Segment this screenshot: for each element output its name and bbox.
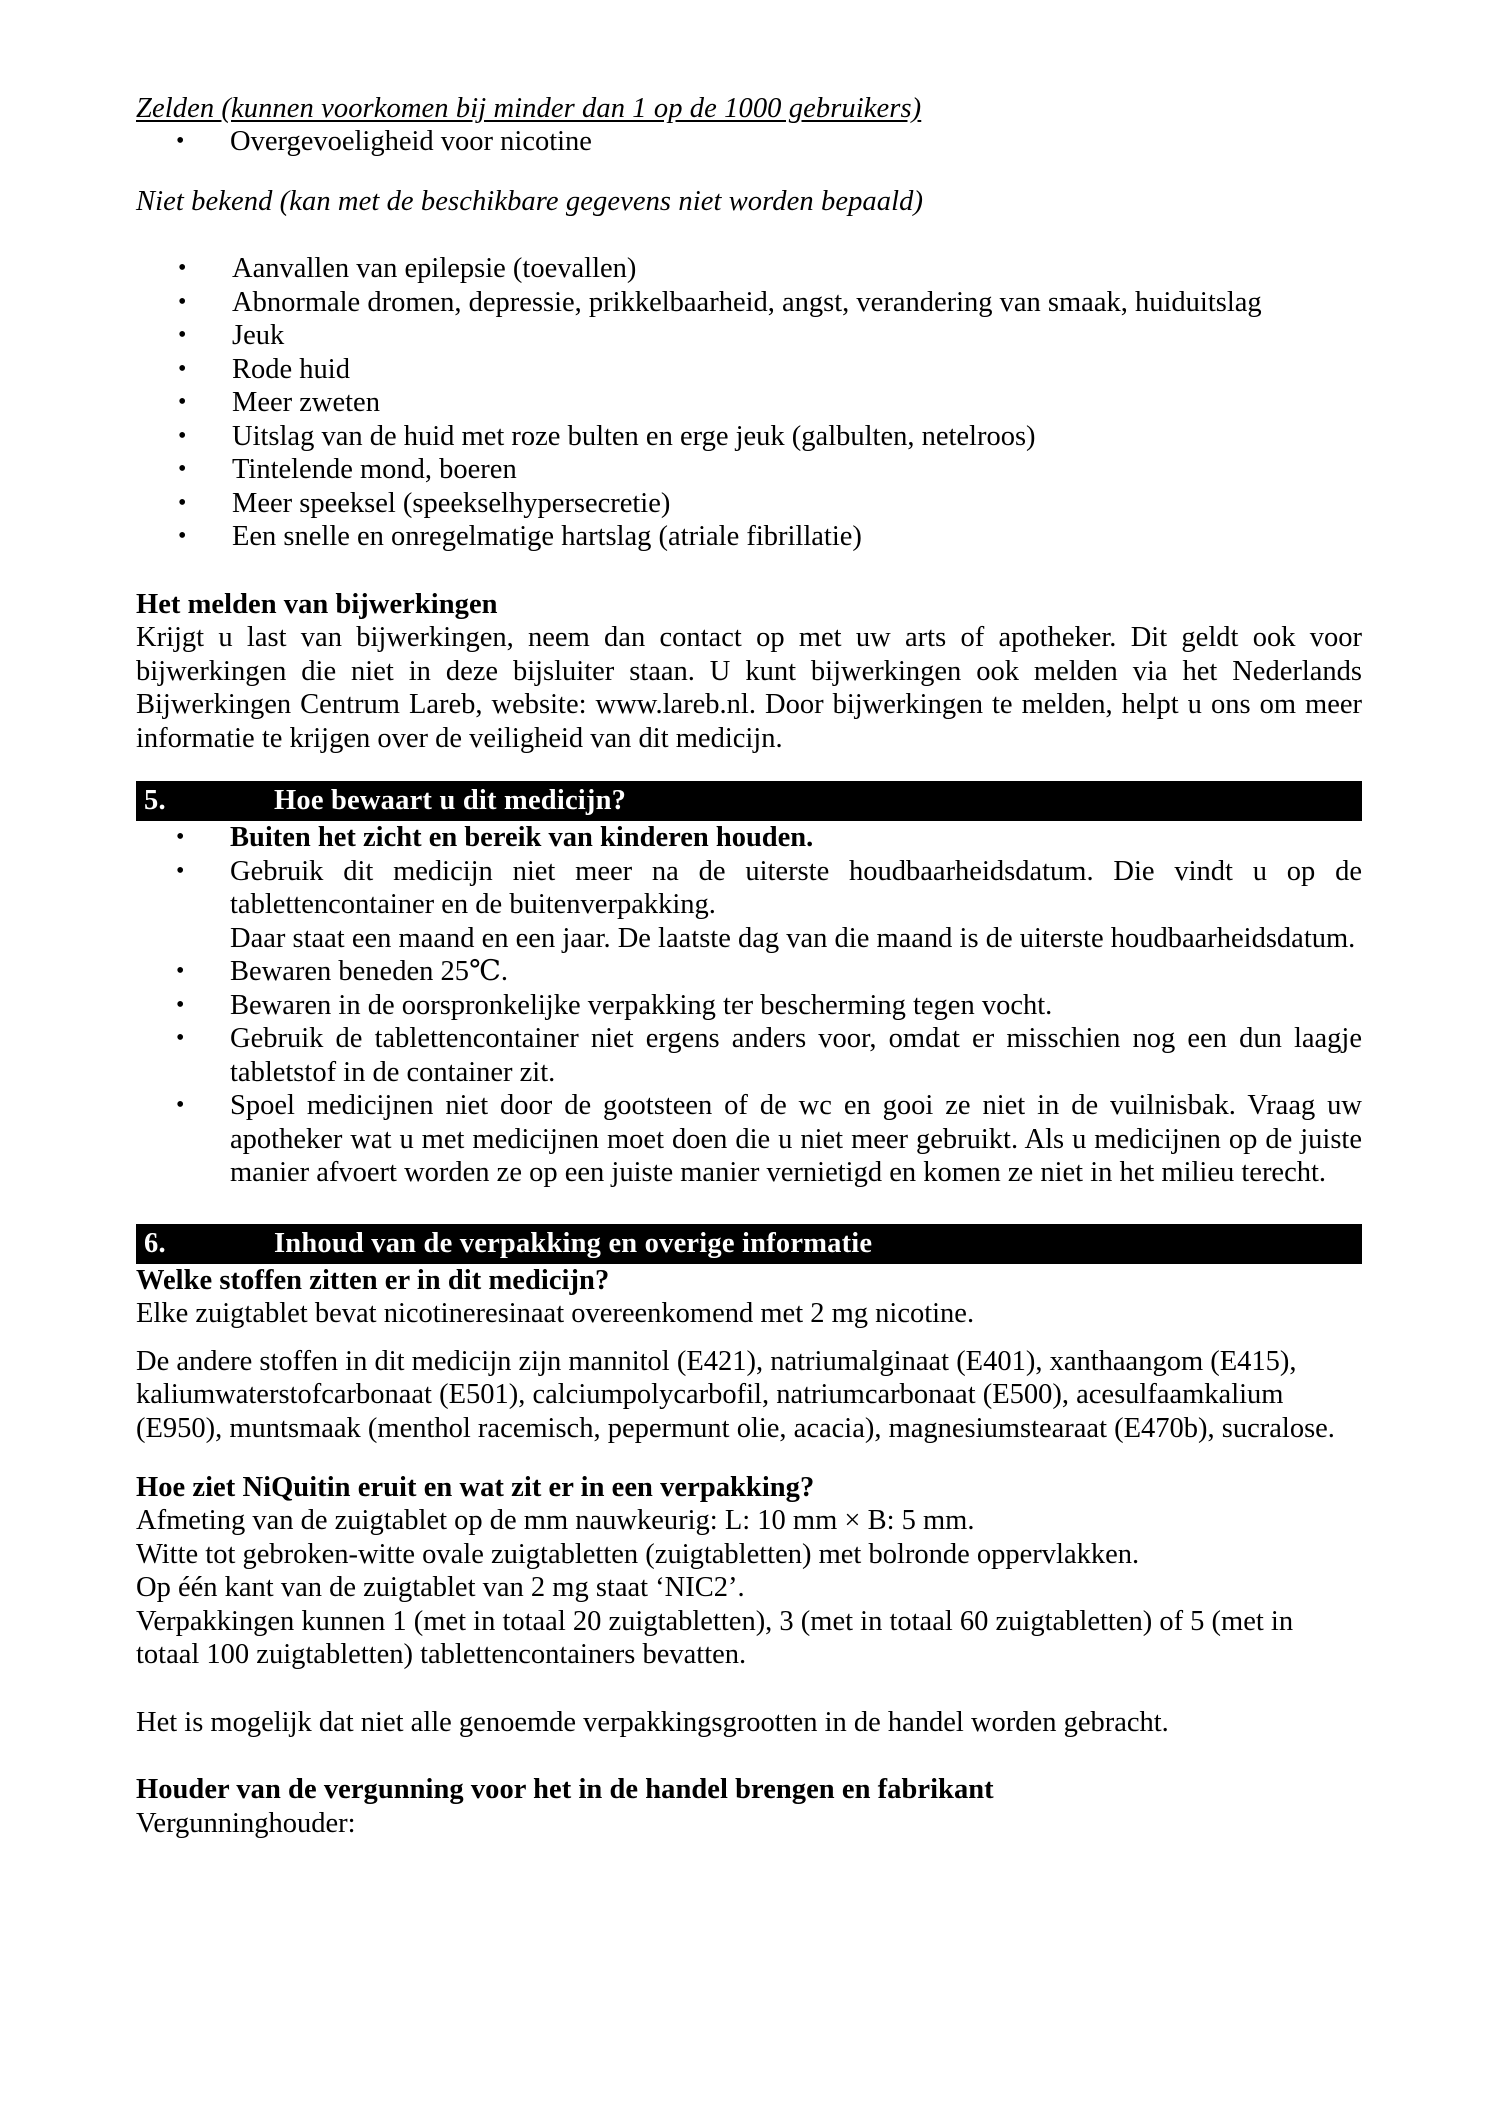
bullet-icon: •: [178, 255, 187, 282]
list-item-label: Spoel medicijnen niet door de gootsteen of de wc en gooi ze niet in de vuilnisbak. Vraag uw apotheker wat u met medicijnen moet doen die u niet meer gebruikt. Als u medicijnen op de juiste manier afvoert worden ze op een juiste manier vernietigd en komen ze niet in het milieu terecht.: [230, 1090, 1362, 1189]
bullet-icon: •: [178, 389, 187, 416]
bullet-icon: •: [178, 456, 187, 483]
appearance-line-1: Afmeting van de zuigtablet op de mm nauwkeurig: L: 10 mm × B: 5 mm.: [136, 1505, 975, 1537]
list-item-continuation: [136, 922, 1362, 955]
bullet-icon: •: [178, 288, 187, 315]
appearance-line-3: Op één kant van de zuigtablet van 2 mg staat ‘NIC2’.: [136, 1572, 745, 1604]
list-item-label: Gebruik dit medicijn niet meer na de uiterste houdbaarheidsdatum. Die vindt u op de tablettencontainer en de buitenverpakking.: [230, 855, 1362, 921]
bullet-icon: •: [176, 1025, 185, 1052]
bullet-icon: •: [176, 824, 185, 851]
list-item-continuation-label: Daar staat een maand en een jaar. De laatste dag van die maand is de uiterste houdbaarheidsdatum.: [230, 922, 1356, 954]
section-5-header: [136, 781, 1362, 821]
section-6-title: Inhoud van de verpakking en overige informatie: [274, 1227, 873, 1259]
list-item-label: Aanvallen van epilepsie (toevallen): [232, 253, 637, 285]
bullet-icon: •: [178, 322, 187, 349]
section-5-title: Hoe bewaart u dit medicijn?: [274, 785, 627, 817]
section-6-number: 6.: [144, 1227, 166, 1259]
list-item-label: Een snelle en onregelmatige hartslag (atriale fibrillatie): [232, 521, 862, 553]
marketing-authorisation-holder-heading: Houder van de vergunning voor het in de handel brengen en fabrikant: [136, 1774, 994, 1806]
unknown-frequency-heading: Niet bekend (kan met de beschikbare gegevens niet worden bepaald): [136, 185, 924, 217]
list-item: [136, 453, 1362, 486]
reporting-paragraph: Krijgt u last van bijwerkingen, neem dan contact op met uw arts of apotheker. Dit geldt ook voor bijwerkingen die niet in deze bijsluiter staan. U kunt bijwerkingen ook melden via het Nederlands Bijwerkingen Centrum Lareb, website: www.lareb.nl. Door bijwerkingen te melden, helpt u ons om meer informatie te krijgen over de veiligheid van dit medicijn.: [136, 622, 1362, 754]
bullet-icon: •: [178, 489, 187, 516]
list-item-label: Bewaren in de oorspronkelijke verpakking ter bescherming tegen vocht.: [230, 989, 1053, 1021]
list-item: [136, 989, 1362, 1022]
list-item: [136, 1089, 1362, 1189]
list-item: [136, 286, 1362, 319]
rare-side-effects-list: [136, 125, 1362, 158]
bullet-icon: •: [176, 1092, 185, 1119]
bullet-icon: •: [178, 422, 187, 449]
list-item-label: Gebruik de tablettencontainer niet ergens anders voor, omdat er misschien nog een dun laagje tabletstof in de container zit.: [230, 1023, 1362, 1088]
bullet-icon: •: [178, 355, 187, 382]
bullet-icon: •: [178, 523, 187, 550]
list-item-label: Overgevoeligheid voor nicotine: [230, 126, 592, 158]
section-5-list: [136, 821, 1362, 1189]
list-item: [136, 319, 1362, 352]
list-item-label: Jeuk: [232, 320, 285, 352]
list-item: [136, 386, 1362, 419]
rare-frequency-heading: Zelden (kunnen voorkomen bij minder dan 1 op de 1000 gebruikers): [136, 93, 922, 124]
unknown-side-effects-list: [136, 252, 1362, 553]
excipients-text: De andere stoffen in dit medicijn zijn mannitol (E421), natriumalginaat (E401), xanthaangom (E415), kaliumwaterstofcarbonaat (E501), calciumpolycarbofil, natriumcarbonaat (E500), acesulfaamkalium (E950), muntsmaak (menthol racemisch, pepermunt olie, acacia), magnesiumstearaat (E470b), sucralose.: [136, 1345, 1335, 1444]
section-5-number: 5.: [144, 785, 166, 817]
appearance-heading: Hoe ziet NiQuitin eruit en wat zit er in een verpakking?: [136, 1471, 815, 1503]
appearance-line-4: Verpakkingen kunnen 1 (met in totaal 20 zuigtabletten), 3 (met in totaal 60 zuigtabletten) of 5 (met in totaal 100 zuigtabletten) tablettencontainers bevatten.: [136, 1605, 1294, 1671]
list-item: [136, 353, 1362, 386]
list-item: [136, 520, 1362, 553]
list-item-label: Uitslag van de huid met roze bulten en erge jeuk (galbulten, netelroos): [232, 420, 1036, 452]
list-item-label: Tintelende mond, boeren: [232, 454, 517, 486]
list-item: [136, 1022, 1362, 1089]
bullet-icon: •: [176, 991, 185, 1018]
bullet-icon: •: [176, 128, 185, 155]
list-item: [136, 955, 1362, 988]
list-item: [136, 125, 1362, 158]
list-item: [136, 487, 1362, 520]
list-item: [136, 420, 1362, 453]
list-item-label: Meer zweten: [232, 387, 380, 419]
list-item-label: Buiten het zicht en bereik van kinderen houden.: [230, 822, 814, 854]
appearance-line-2: Witte tot gebroken-witte ovale zuigtabletten (zuigtabletten) met bolronde oppervlakken.: [136, 1538, 1140, 1570]
marketing-authorisation-holder-label: Vergunninghouder:: [136, 1807, 356, 1839]
availability-note: Het is mogelijk dat niet alle genoemde verpakkingsgrootten in de handel worden gebracht.: [136, 1706, 1169, 1738]
reporting-heading: Het melden van bijwerkingen: [136, 588, 498, 620]
list-item-label: Abnormale dromen, depressie, prikkelbaarheid, angst, verandering van smaak, huiduitslag: [232, 286, 1262, 318]
bullet-icon: •: [176, 958, 185, 985]
active-ingredient-text: Elke zuigtablet bevat nicotineresinaat overeenkomend met 2 mg nicotine.: [136, 1298, 975, 1330]
section-6-header: [136, 1224, 1362, 1264]
ingredients-heading: Welke stoffen zitten er in dit medicijn?: [136, 1264, 610, 1296]
list-item: [136, 855, 1362, 922]
list-item-label: Rode huid: [232, 353, 350, 385]
list-item: [136, 821, 1362, 854]
list-item-label: Bewaren beneden 25℃.: [230, 956, 508, 988]
bullet-icon: •: [176, 857, 185, 884]
leaflet-body: [136, 92, 1362, 1840]
list-item-label: Meer speeksel (speekselhypersecretie): [232, 487, 671, 519]
list-item: [136, 252, 1362, 285]
